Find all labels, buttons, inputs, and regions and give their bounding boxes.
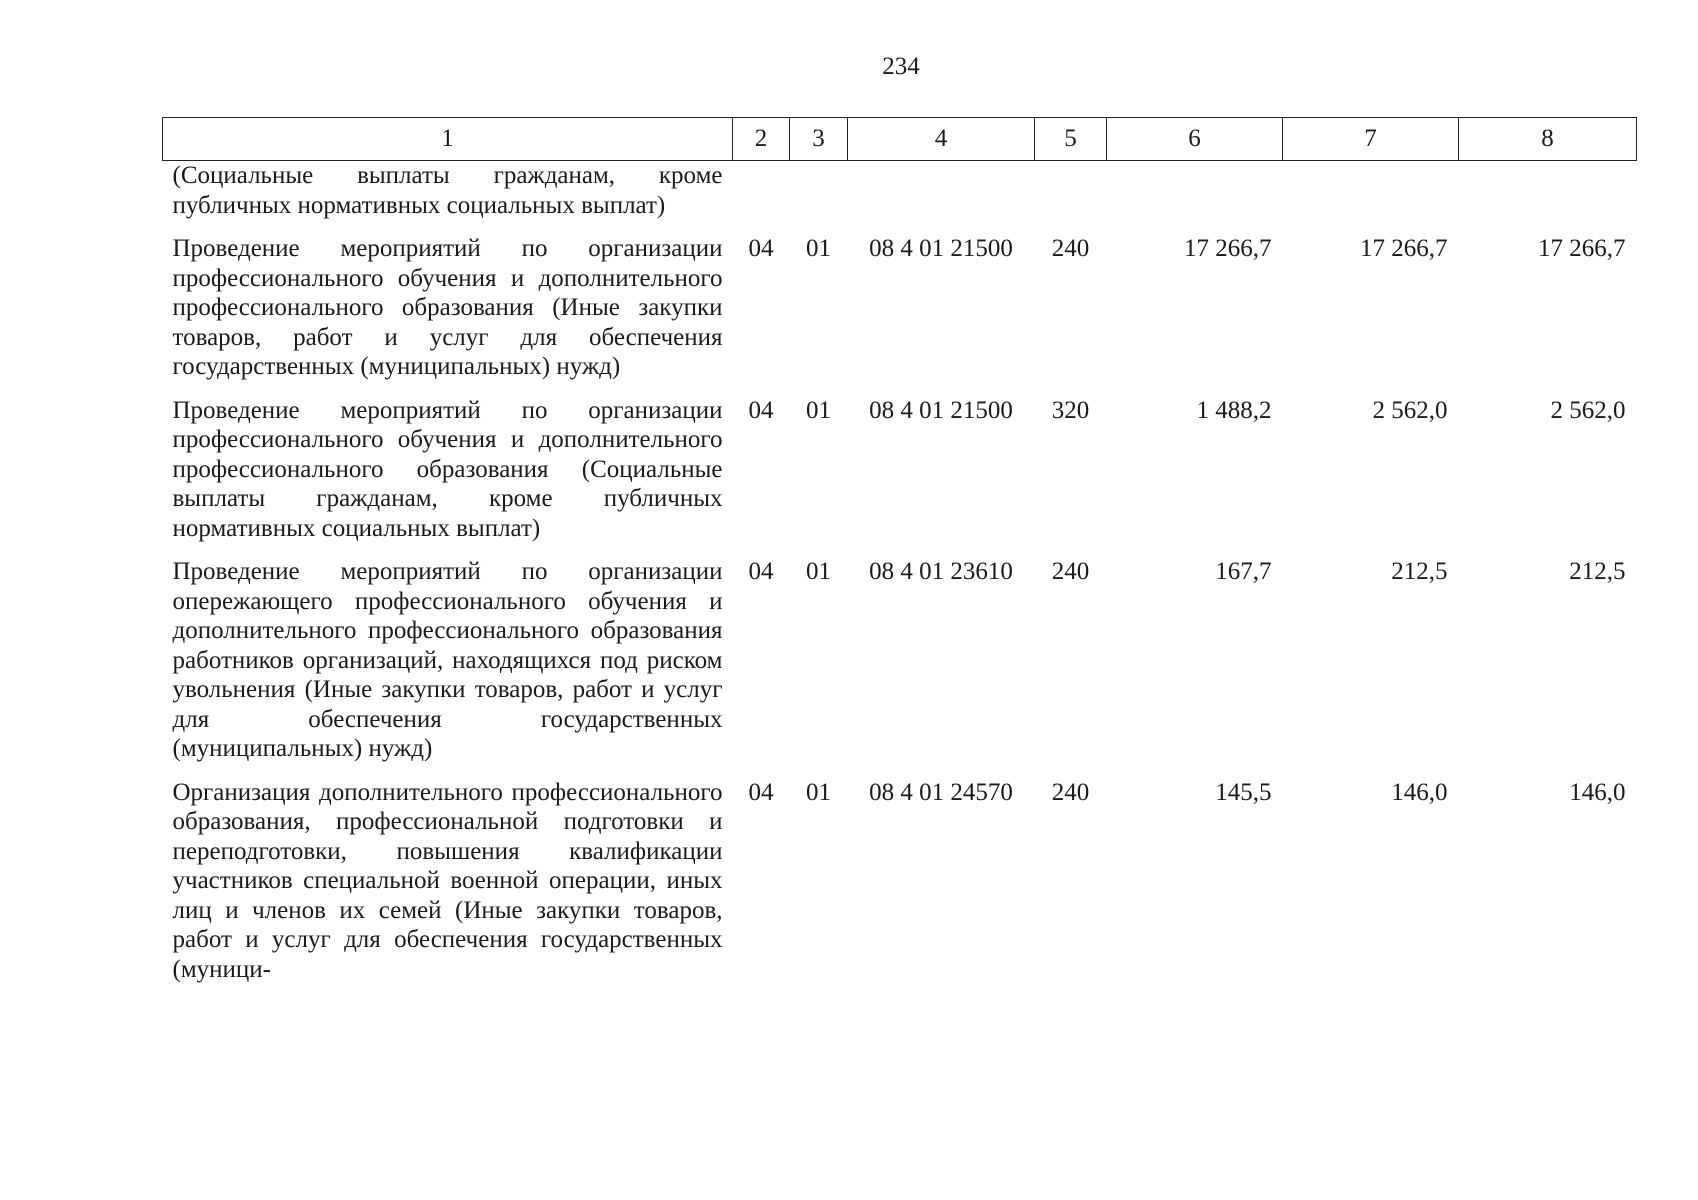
- table-row: [163, 232, 1637, 394]
- column-header-1: 1: [163, 118, 733, 161]
- column-header-7: 7: [1283, 118, 1459, 161]
- row-target-article: 08 4 01 21500: [869, 396, 1013, 424]
- row-amount-6: 1 488,2: [1196, 396, 1272, 424]
- row-amount-8: [1459, 161, 1637, 233]
- row-amount-8: 17 266,7: [1538, 235, 1626, 262]
- row-amount-8: 2 562,0: [1550, 396, 1626, 424]
- row-description: Проведение мероприятий по организации профессионального обучения и дополнительного профессионального образования (Социальные выплаты гражданам, кроме публичных нормативных социальных выплат): [172, 396, 723, 542]
- column-header-2: 2: [733, 118, 790, 161]
- row-amount-7: 17 266,7: [1360, 235, 1448, 262]
- row-description: Организация дополнительного профессионального образования, профессиональной подготовки и переподготовки, повышения квалификации участников специальной военной операции, иных лиц и членов их семей (Иные закупки товаров, работ и услуг для обеспечения государственных (муници-: [172, 778, 723, 983]
- budget-table: [162, 117, 1637, 994]
- row-section: 04: [748, 778, 774, 806]
- row-description: (Социальные выплаты гражданам, кроме публичных нормативных социальных выплат): [172, 162, 723, 219]
- column-header-5: 5: [1035, 118, 1107, 161]
- row-subsection: 01: [806, 235, 831, 262]
- row-target-article: 08 4 01 21500: [869, 235, 1013, 262]
- row-amount-8: 146,0: [1569, 778, 1626, 806]
- row-amount-7: [1283, 161, 1459, 233]
- column-header-8: 8: [1459, 118, 1637, 161]
- row-target-article: [848, 161, 1035, 233]
- row-subsection: 01: [806, 778, 831, 806]
- page-number: 234: [882, 53, 920, 80]
- column-header-4: 4: [848, 118, 1035, 161]
- row-expense-type: 240: [1051, 235, 1090, 262]
- row-amount-8: 212,5: [1569, 558, 1626, 585]
- row-subsection: 01: [806, 396, 831, 424]
- row-amount-7: 2 562,0: [1372, 396, 1448, 424]
- row-section: 04: [748, 396, 774, 424]
- row-expense-type: [1035, 161, 1107, 233]
- row-target-article: 08 4 01 23610: [869, 558, 1013, 585]
- row-description: Проведение мероприятий по организации профессионального обучения и дополнительного профессионального образования (Иные закупки товаров, работ и услуг для обеспечения государственных (муниципальных) нужд): [172, 235, 723, 380]
- row-amount-6: [1107, 161, 1283, 233]
- row-expense-type: 240: [1051, 778, 1090, 806]
- row-subsection: [790, 161, 848, 233]
- row-amount-6: 17 266,7: [1184, 235, 1272, 262]
- row-section: [733, 161, 790, 233]
- row-subsection: 01: [806, 558, 831, 585]
- row-amount-7: 212,5: [1391, 558, 1448, 585]
- column-header-3: 3: [790, 118, 848, 161]
- row-amount-7: 146,0: [1391, 778, 1448, 806]
- row-amount-6: 145,5: [1215, 778, 1272, 806]
- row-section: 04: [748, 558, 774, 585]
- table-row: [163, 776, 1637, 995]
- table-header-row: [163, 118, 1637, 161]
- column-header-6: 6: [1107, 118, 1283, 161]
- row-amount-6: 167,7: [1215, 558, 1272, 585]
- row-target-article: 08 4 01 24570: [869, 778, 1013, 806]
- row-expense-type: 320: [1051, 396, 1090, 424]
- table-row: [163, 555, 1637, 776]
- row-section: 04: [748, 235, 774, 262]
- row-expense-type: 240: [1051, 558, 1090, 585]
- row-description: Проведение мероприятий по организации опережающего профессионального обучения и дополнительного профессионального образования работников организаций, находящихся под риском увольнения (Иные закупки товаров, работ и услуг для обеспечения государственных (муниципальных) нужд): [172, 558, 723, 762]
- table-row: [163, 394, 1637, 556]
- table-row: [163, 161, 1637, 233]
